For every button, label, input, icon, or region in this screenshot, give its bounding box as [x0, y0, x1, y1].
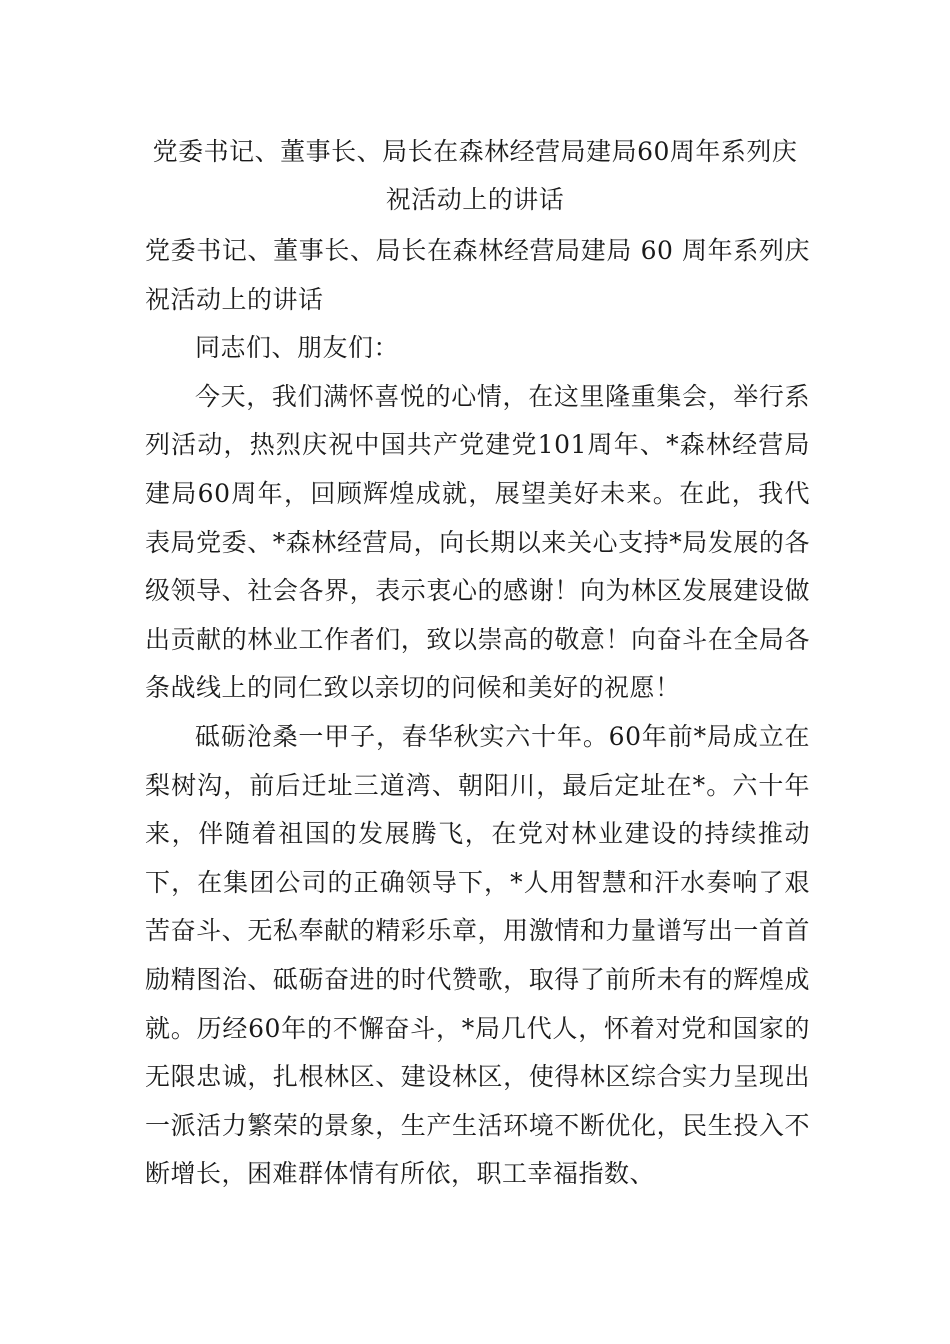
- body-paragraph-1: 今天，我们满怀喜悦的心情，在这里隆重集会，举行系列活动，热烈庆祝中国共产党建党101周年、*森林经营局建局60周年，回顾辉煌成就，展望美好未来。在此，我代表局党委、*森林经营局，向长期以来关心支持*局发展的各级领导、社会各界，表示衷心的感谢！向为林区发展建设做出贡献的林业工作者们，致以崇高的敬意！向奋斗在全局各条战线上的同仁致以亲切的问候和美好的祝愿！: [145, 381, 810, 703]
- document-title: 党委书记、董事长、局长在森林经营局建局60周年系列庆祝活动上的讲话: [152, 137, 798, 214]
- greeting: 同志们、朋友们：: [195, 333, 400, 363]
- document-subtitle: 党委书记、董事长、局长在森林经营局建局 60 周年系列庆祝活动上的讲话: [145, 236, 810, 314]
- document-body: [145, 227, 810, 1199]
- body-paragraph-2: 砥砺沧桑一甲子，春华秋实六十年。60年前*局成立在梨树沟，前后迁址三道湾、朝阳川，最后定址在*。六十年来，伴随着祖国的发展腾飞，在党对林业建设的持续推动下，在集团公司的正确领导下，*人用智慧和汗水奏响了艰苦奋斗、无私奉献的精彩乐章，用激情和力量谱写出一首首励精图治、砥砺奋进的时代赞歌，取得了前所未有的辉煌成就。历经60年的不懈奋斗，*局几代人，怀着对党和国家的无限忠诚，扎根林区、建设林区，使得林区综合实力呈现出一派活力繁荣的景象，生产生活环境不断优化，民生投入不断增长，困难群体情有所依，职工幸福指数、: [145, 721, 810, 1189]
